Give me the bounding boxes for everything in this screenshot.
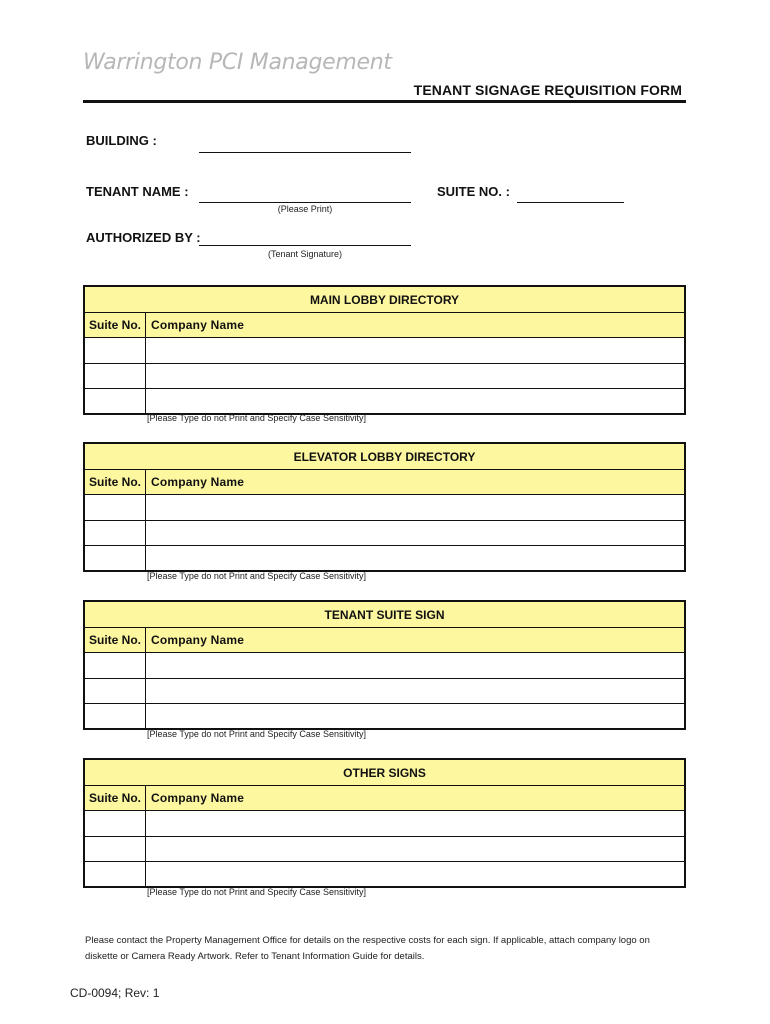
suite-no-cell: [85, 653, 146, 678]
section-note: [Please Type do not Print and Specify Case Sensitivity]: [147, 887, 366, 897]
company-name-input[interactable]: [146, 837, 684, 861]
company-name-cell: [146, 495, 684, 520]
company-name-cell: [146, 338, 684, 363]
section-title: MAIN LOBBY DIRECTORY: [85, 287, 684, 313]
document-code: CD-0094; Rev: 1: [70, 986, 160, 1000]
suite-no-label: SUITE NO. :: [437, 184, 510, 199]
tenant-name-underline: [199, 202, 411, 203]
contact-note: Please contact the Property Management Office for details on the respective costs for each sign. If applicable, attach company logo on diskette or Camera Ready Artwork. Refer to Tenant Information Guide for details.: [85, 935, 650, 962]
company-name-input[interactable]: [146, 521, 684, 545]
suite-no-input[interactable]: [85, 704, 145, 728]
suite-no-cell: [85, 704, 146, 728]
table-row: [85, 363, 684, 388]
company-name-input[interactable]: [146, 495, 684, 520]
table-row: [85, 520, 684, 545]
suite-no-cell: [85, 389, 146, 413]
suite-no-cell: [85, 811, 146, 836]
table-row: [85, 545, 684, 570]
table-row: [85, 388, 684, 413]
company-name-cell: [146, 653, 684, 678]
suite-no-input[interactable]: [85, 546, 145, 570]
company-name-input[interactable]: [146, 704, 684, 728]
company-name-cell: [146, 389, 684, 413]
company-name-input[interactable]: [146, 389, 684, 413]
section-note: [Please Type do not Print and Specify Case Sensitivity]: [147, 729, 366, 739]
tenant-name-label: TENANT NAME :: [86, 184, 189, 199]
suite-no-input[interactable]: [85, 495, 145, 520]
suite-no-input[interactable]: [85, 338, 145, 363]
authorized-by-underline: [199, 245, 411, 246]
authorized-by-hint: (Tenant Signature): [267, 249, 343, 259]
company-name-cell: [146, 837, 684, 861]
company-name-cell: [146, 679, 684, 703]
suite-no-cell: [85, 495, 146, 520]
company-name-input[interactable]: [146, 862, 684, 886]
company-name-input[interactable]: [146, 653, 684, 678]
suite-no-cell: [85, 521, 146, 545]
section-title: ELEVATOR LOBBY DIRECTORY: [85, 444, 684, 470]
tenant-name-hint: (Please Print): [277, 204, 333, 214]
suite-no-input[interactable]: [85, 389, 145, 413]
section-title: OTHER SIGNS: [85, 760, 684, 786]
table-row: [85, 678, 684, 703]
authorized-by-label: AUTHORIZED BY :: [86, 230, 201, 245]
suite-no-input[interactable]: [85, 679, 145, 703]
elevator-lobby-directory-section: [83, 442, 686, 572]
suite-no-column-header: Suite No.: [85, 628, 146, 652]
table-row: [85, 836, 684, 861]
company-name-input[interactable]: [146, 364, 684, 388]
building-field[interactable]: [199, 135, 415, 151]
table-row: [85, 811, 684, 836]
title-divider: [83, 100, 686, 103]
suite-no-input[interactable]: [85, 653, 145, 678]
suite-no-column-header: Suite No.: [85, 313, 146, 337]
section-title: TENANT SUITE SIGN: [85, 602, 684, 628]
building-label: BUILDING :: [86, 133, 157, 148]
company-name-cell: [146, 704, 684, 728]
table-row: [85, 653, 684, 678]
suite-no-field[interactable]: [517, 185, 628, 201]
company-name-input[interactable]: [146, 811, 684, 836]
main-lobby-directory-section: [83, 285, 686, 415]
section-note: [Please Type do not Print and Specify Case Sensitivity]: [147, 413, 366, 423]
company-name-column-header: Company Name: [151, 791, 245, 805]
suite-no-cell: [85, 837, 146, 861]
suite-no-cell: [85, 338, 146, 363]
suite-no-column-header: Suite No.: [85, 470, 146, 494]
suite-no-cell: [85, 546, 146, 570]
suite-no-input[interactable]: [85, 837, 145, 861]
table-header-row: [85, 313, 684, 338]
company-name-cell: [146, 811, 684, 836]
suite-no-cell: [85, 364, 146, 388]
form-title: TENANT SIGNAGE REQUISITION FORM: [413, 82, 682, 98]
company-name-column-header: Company Name: [151, 318, 245, 332]
table-row: [85, 338, 684, 363]
company-name-cell: [146, 521, 684, 545]
table-header-row: [85, 786, 684, 811]
suite-no-input[interactable]: [85, 364, 145, 388]
company-name-cell: [146, 862, 684, 886]
company-name-column-header: Company Name: [151, 475, 245, 489]
company-logo: Warrington PCI Management: [83, 50, 392, 75]
suite-no-input[interactable]: [85, 862, 145, 886]
table-header-row: [85, 628, 684, 653]
suite-no-input[interactable]: [85, 521, 145, 545]
suite-no-underline: [517, 202, 624, 203]
table-row: [85, 495, 684, 520]
company-name-input[interactable]: [146, 546, 684, 570]
suite-no-column-header: Suite No.: [85, 786, 146, 810]
table-header-row: [85, 470, 684, 495]
company-name-input[interactable]: [146, 679, 684, 703]
table-row: [85, 703, 684, 728]
suite-no-cell: [85, 679, 146, 703]
tenant-name-field[interactable]: [199, 185, 415, 201]
company-name-column-header: Company Name: [151, 633, 245, 647]
building-underline: [199, 152, 411, 153]
company-name-input[interactable]: [146, 338, 684, 363]
company-name-cell: [146, 364, 684, 388]
tenant-suite-sign-section: [83, 600, 686, 730]
authorized-by-field[interactable]: [199, 228, 415, 244]
table-row: [85, 861, 684, 886]
suite-no-cell: [85, 862, 146, 886]
other-signs-section: [83, 758, 686, 888]
company-name-cell: [146, 546, 684, 570]
suite-no-input[interactable]: [85, 811, 145, 836]
section-note: [Please Type do not Print and Specify Case Sensitivity]: [147, 571, 366, 581]
